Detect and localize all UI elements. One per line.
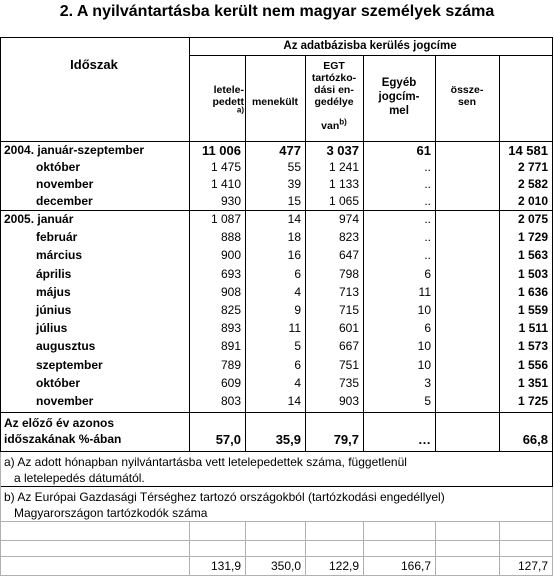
table-cell: 61 xyxy=(416,143,431,158)
table-cell: 1 133 xyxy=(328,177,359,191)
table-cell: 891 xyxy=(220,339,241,354)
table-cell: 930 xyxy=(220,194,241,208)
table-cell: 10 xyxy=(417,339,431,354)
table-cell: 4 xyxy=(294,375,301,390)
table-cell: 715 xyxy=(338,303,359,317)
table-cell: 1 556 xyxy=(517,357,548,372)
table-cell: 5 xyxy=(294,339,301,354)
footnote-b-line2: Magyarországon tartózkodók száma xyxy=(14,506,208,520)
footnote-a-line2: a letelepedés dátumától. xyxy=(14,471,145,485)
table-cell: 4 xyxy=(294,284,301,299)
table-cell: 477 xyxy=(279,143,301,158)
table-cell: 789 xyxy=(220,357,241,372)
summary-cell: 66,8 xyxy=(522,432,548,447)
row-label: 2005. január xyxy=(4,212,74,226)
table-cell: 893 xyxy=(220,321,241,336)
summary-label-line2: időszakának %-ában xyxy=(4,432,122,446)
table-cell: 2 010 xyxy=(517,194,548,208)
table-cell: 2 075 xyxy=(517,212,548,226)
table-cell: 6 xyxy=(294,357,301,372)
table-cell: 667 xyxy=(338,339,359,354)
row-label: november xyxy=(36,394,94,408)
row-label: november xyxy=(36,177,94,191)
table-cell: 798 xyxy=(338,266,359,281)
table-cell: 1 636 xyxy=(517,284,548,299)
table-cell: 18 xyxy=(287,230,301,245)
table-cell: 1 511 xyxy=(518,321,548,336)
table-cell: 6 xyxy=(424,321,431,336)
table-cell: 5 xyxy=(424,394,431,408)
table-cell: 3 xyxy=(424,375,431,390)
table-cell: 1 087 xyxy=(210,212,241,226)
summary-label-line1: Az előző év azonos xyxy=(4,416,115,430)
table-cell: 751 xyxy=(338,357,359,372)
table-cell: 888 xyxy=(220,230,241,245)
table-cell: 1 241 xyxy=(328,160,359,174)
table-cell: 1 351 xyxy=(517,375,548,390)
summary-cell: 57,0 xyxy=(215,432,241,447)
table-cell: .. xyxy=(424,160,431,174)
table-cell: 693 xyxy=(220,266,241,281)
summary-cell: … xyxy=(418,432,431,447)
table-cell: 1 503 xyxy=(517,266,548,281)
table-cell: 601 xyxy=(338,321,359,336)
table-cell: 10 xyxy=(417,357,431,372)
row-label: július xyxy=(36,321,68,336)
table-cell: 2 771 xyxy=(517,160,548,174)
row-label: október xyxy=(36,375,81,390)
row-label: augusztus xyxy=(36,339,96,354)
bottom-cell: 127,7 xyxy=(517,559,548,573)
table-cell: .. xyxy=(424,177,431,191)
table-cell: 1 563 xyxy=(517,248,548,263)
page-title: 2. A nyilvántartásba került nem magyar személyek száma xyxy=(59,3,495,20)
table-cell: 14 xyxy=(287,212,301,226)
col-header-total: össze- sen xyxy=(450,84,484,108)
summary-cell: 79,7 xyxy=(333,432,359,447)
col-header-refugee: menekült xyxy=(251,96,299,108)
table-cell: 735 xyxy=(338,375,359,390)
row-label: szeptember xyxy=(36,357,103,372)
row-label: december xyxy=(36,194,93,208)
table-cell: 11 xyxy=(288,321,301,336)
footnote-a-line1: a) Az adott hónapban nyilvántartásba vett letelepedettek száma, függetlenül xyxy=(4,455,407,469)
table-cell: .. xyxy=(424,212,431,226)
table-cell: 39 xyxy=(287,177,301,191)
table-cell: 609 xyxy=(220,375,241,390)
table-cell: 974 xyxy=(338,212,359,226)
row-label: 2004. január-szeptember xyxy=(4,143,145,157)
table-cell: 1 725 xyxy=(517,394,548,408)
table-cell: 1 475 xyxy=(210,160,241,174)
row-label: február xyxy=(36,230,78,245)
bottom-cell: 122,9 xyxy=(328,559,359,573)
footnote-b-line1: b) Az Európai Gazdasági Térséghez tartozó országokból (tartózkodási engedéllyel) xyxy=(4,490,445,504)
table-cell: 2 582 xyxy=(517,177,548,191)
table-cell: 6 xyxy=(424,266,431,281)
table-cell: 15 xyxy=(287,194,301,208)
table-cell: .. xyxy=(424,248,431,263)
row-label: március xyxy=(36,248,83,263)
table-cell: 3 037 xyxy=(326,143,359,158)
table-cell: 713 xyxy=(338,284,359,299)
table-cell: 6 xyxy=(294,266,301,281)
table-cell: 10 xyxy=(417,303,431,317)
table-cell: 14 581 xyxy=(508,143,548,158)
table-cell: 647 xyxy=(338,248,359,263)
table-cell: 823 xyxy=(338,230,359,245)
row-label: október xyxy=(36,160,81,174)
summary-cell: 35,9 xyxy=(275,432,301,447)
table-cell: 803 xyxy=(220,394,241,408)
col-header-other: Egyéb jogcím- mel xyxy=(378,77,420,117)
group-header: Az adatbázisba kerülés jogcíme xyxy=(283,40,457,52)
table-cell: 1 065 xyxy=(328,194,359,208)
table-cell: 1 559 xyxy=(517,303,548,317)
period-header: Időszak xyxy=(70,57,118,72)
table-cell: 11 006 xyxy=(201,143,241,158)
row-label: június xyxy=(36,303,72,317)
table-cell: 14 xyxy=(287,394,301,408)
table-cell: .. xyxy=(424,230,431,245)
row-label: április xyxy=(36,266,72,281)
col-header-eea: EGT tartózko- dási en- gedélye van$^{b)}$ xyxy=(311,60,357,132)
table-cell: 55 xyxy=(287,160,301,174)
table-cell: .. xyxy=(424,194,431,208)
table-cell: 9 xyxy=(294,303,301,317)
table-cell: 903 xyxy=(338,394,359,408)
col-header-settled: letele- pedett $^{a)}$ xyxy=(212,84,244,115)
table-cell: 11 xyxy=(418,284,431,299)
bottom-cell: 131,9 xyxy=(210,559,241,573)
table-cell: 16 xyxy=(287,248,301,263)
table-cell: 1 410 xyxy=(210,177,241,191)
table-cell: 900 xyxy=(220,248,241,263)
table-cell: 908 xyxy=(220,284,241,299)
table-cell: 1 573 xyxy=(517,339,548,354)
row-label: május xyxy=(36,284,71,299)
table-cell: 825 xyxy=(220,303,241,317)
bottom-cell: 166,7 xyxy=(400,559,431,573)
table-cell: 1 729 xyxy=(517,230,548,245)
bottom-cell: 350,0 xyxy=(270,559,301,573)
